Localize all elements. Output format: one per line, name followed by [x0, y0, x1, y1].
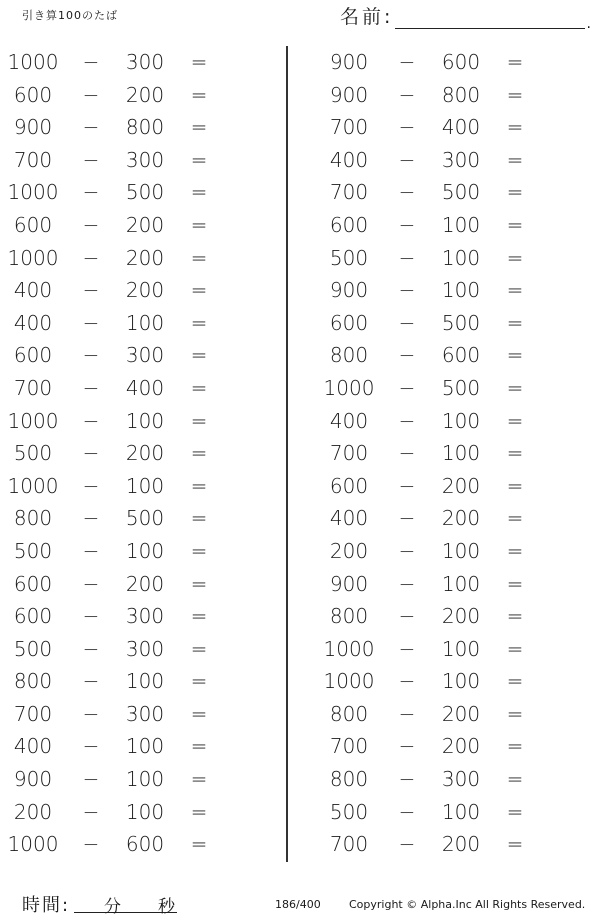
equals-sign: = — [190, 571, 208, 596]
minuend: 1000 — [7, 245, 59, 270]
problem-row — [0, 634, 270, 667]
problem-row — [316, 308, 586, 341]
name-field — [340, 5, 591, 32]
equals-sign: = — [190, 375, 208, 400]
problem-row — [0, 145, 270, 178]
subtrahend: 100 — [441, 408, 481, 433]
minuend: 900 — [329, 571, 369, 596]
minus-sign: − — [82, 375, 100, 400]
minus-sign: − — [398, 604, 416, 629]
equals-sign: = — [506, 310, 524, 335]
minus-sign: − — [398, 701, 416, 726]
minus-sign: − — [398, 115, 416, 140]
minuend: 400 — [13, 278, 53, 303]
minuend: 1000 — [7, 473, 59, 498]
subtrahend: 100 — [125, 473, 165, 498]
minus-sign: − — [398, 375, 416, 400]
minus-sign: − — [398, 473, 416, 498]
subtrahend: 300 — [441, 147, 481, 172]
equals-sign: = — [190, 180, 208, 205]
equals-sign: = — [190, 767, 208, 792]
equals-sign: = — [190, 604, 208, 629]
problem-row — [316, 569, 586, 602]
minuend: 600 — [329, 310, 369, 335]
equals-sign: = — [190, 734, 208, 759]
minuend: 900 — [329, 278, 369, 303]
time-blank-line[interactable] — [74, 892, 177, 917]
minuend: 700 — [13, 147, 53, 172]
equals-sign: = — [506, 50, 524, 74]
minus-sign: − — [398, 636, 416, 661]
minuend: 800 — [329, 767, 369, 792]
problem-row — [0, 210, 270, 243]
subtrahend: 100 — [125, 538, 165, 563]
minus-sign: − — [398, 180, 416, 205]
subtrahend: 100 — [441, 212, 481, 237]
minuend: 500 — [329, 245, 369, 270]
subtrahend: 300 — [125, 50, 165, 74]
minuend: 500 — [13, 441, 53, 466]
equals-sign: = — [506, 636, 524, 661]
minuend: 700 — [329, 441, 369, 466]
minus-sign: − — [82, 441, 100, 466]
minus-sign: − — [398, 245, 416, 270]
equals-sign: = — [190, 799, 208, 824]
subtrahend: 400 — [125, 375, 165, 400]
subtrahend: 200 — [441, 473, 481, 498]
minuend: 600 — [13, 343, 53, 368]
minuend: 400 — [13, 734, 53, 759]
minus-sign: − — [398, 506, 416, 531]
problem-row — [0, 601, 270, 634]
equals-sign: = — [190, 669, 208, 694]
minus-sign: − — [82, 343, 100, 368]
equals-sign: = — [506, 278, 524, 303]
equals-sign: = — [190, 538, 208, 563]
equals-sign: = — [190, 408, 208, 433]
problem-row — [316, 797, 586, 830]
minutes-label: 分 — [104, 897, 121, 917]
equals-sign: = — [190, 278, 208, 303]
problem-row — [316, 503, 586, 536]
minuend: 900 — [329, 82, 369, 107]
minus-sign: − — [398, 212, 416, 237]
problem-row — [316, 210, 586, 243]
equals-sign: = — [190, 245, 208, 270]
problem-row — [0, 731, 270, 764]
subtrahend: 300 — [125, 636, 165, 661]
minus-sign: − — [82, 473, 100, 498]
equals-sign: = — [190, 701, 208, 726]
minus-sign: − — [398, 669, 416, 694]
minuend: 500 — [13, 636, 53, 661]
right-problem-column — [316, 47, 586, 862]
problem-row — [0, 438, 270, 471]
problem-row — [316, 699, 586, 732]
subtrahend: 100 — [441, 669, 481, 694]
equals-sign: = — [506, 408, 524, 433]
minuend: 400 — [329, 506, 369, 531]
minus-sign: − — [398, 408, 416, 433]
equals-sign: = — [190, 50, 208, 74]
problem-row — [316, 275, 586, 308]
subtrahend: 100 — [441, 636, 481, 661]
minus-sign: − — [82, 506, 100, 531]
equals-sign: = — [506, 734, 524, 759]
problem-row — [316, 471, 586, 504]
subtrahend: 100 — [125, 310, 165, 335]
problem-row — [316, 634, 586, 667]
minuend: 700 — [329, 734, 369, 759]
problem-row — [0, 569, 270, 602]
minuend: 800 — [329, 701, 369, 726]
equals-sign: = — [190, 310, 208, 335]
equals-sign: = — [506, 799, 524, 824]
minuend: 1000 — [7, 408, 59, 433]
equals-sign: = — [506, 506, 524, 531]
subtrahend: 100 — [125, 799, 165, 824]
problem-row — [0, 373, 270, 406]
minus-sign: − — [398, 799, 416, 824]
minuend: 900 — [13, 767, 53, 792]
problem-row — [316, 601, 586, 634]
copyright-notice: Copyright © Alpha.Inc All Rights Reserved. — [349, 898, 586, 911]
minus-sign: − — [398, 147, 416, 172]
equals-sign: = — [190, 506, 208, 531]
minus-sign: − — [82, 538, 100, 563]
equals-sign: = — [506, 701, 524, 726]
minus-sign: − — [82, 571, 100, 596]
problem-row — [0, 340, 270, 373]
subtrahend: 300 — [441, 767, 481, 792]
equals-sign: = — [190, 82, 208, 107]
subtrahend: 200 — [125, 82, 165, 107]
problem-row — [316, 438, 586, 471]
minus-sign: − — [398, 734, 416, 759]
minuend: 700 — [13, 701, 53, 726]
problem-row — [0, 764, 270, 797]
problem-row — [316, 731, 586, 764]
subtrahend: 300 — [125, 343, 165, 368]
minuend: 1000 — [323, 636, 375, 661]
equals-sign: = — [506, 375, 524, 400]
subtrahend: 200 — [441, 734, 481, 759]
subtrahend: 200 — [125, 245, 165, 270]
equals-sign: = — [506, 343, 524, 368]
equals-sign: = — [190, 441, 208, 466]
equals-sign: = — [506, 669, 524, 694]
problem-row — [316, 666, 586, 699]
minuend: 700 — [329, 115, 369, 140]
subtrahend: 100 — [441, 245, 481, 270]
subtrahend: 500 — [441, 375, 481, 400]
minus-sign: − — [82, 669, 100, 694]
name-label: 名前: — [340, 6, 394, 28]
problem-row — [0, 666, 270, 699]
problem-row — [316, 80, 586, 113]
minuend: 800 — [13, 506, 53, 531]
subtrahend: 800 — [441, 82, 481, 107]
subtrahend: 500 — [125, 180, 165, 205]
minuend: 800 — [13, 669, 53, 694]
problem-row — [316, 373, 586, 406]
name-end-dot: . — [586, 16, 591, 32]
subtrahend: 200 — [441, 701, 481, 726]
minuend: 700 — [329, 180, 369, 205]
subtrahend: 100 — [125, 734, 165, 759]
minuend: 200 — [329, 538, 369, 563]
problem-row — [316, 536, 586, 569]
minus-sign: − — [82, 310, 100, 335]
minus-sign: − — [398, 50, 416, 74]
subtrahend: 200 — [125, 212, 165, 237]
problem-row — [316, 340, 586, 373]
problem-row — [0, 503, 270, 536]
subtrahend: 300 — [125, 604, 165, 629]
minus-sign: − — [82, 408, 100, 433]
minus-sign: − — [398, 278, 416, 303]
equals-sign: = — [506, 538, 524, 563]
minuend: 600 — [329, 212, 369, 237]
equals-sign: = — [506, 115, 524, 140]
problem-row — [316, 829, 586, 862]
minus-sign: − — [398, 767, 416, 792]
minus-sign: − — [82, 82, 100, 107]
subtrahend: 600 — [441, 343, 481, 368]
equals-sign: = — [190, 343, 208, 368]
problem-row — [316, 112, 586, 145]
minus-sign: − — [398, 310, 416, 335]
minuend: 1000 — [7, 180, 59, 205]
subtrahend: 300 — [125, 147, 165, 172]
subtrahend: 200 — [125, 441, 165, 466]
minus-sign: − — [82, 701, 100, 726]
minuend: 900 — [13, 115, 53, 140]
subtrahend: 200 — [125, 278, 165, 303]
problem-row — [0, 406, 270, 439]
problem-row — [0, 112, 270, 145]
subtrahend: 200 — [441, 506, 481, 531]
minuend: 600 — [13, 571, 53, 596]
problem-row — [0, 536, 270, 569]
seconds-label: 秒 — [158, 897, 175, 917]
minus-sign: − — [82, 799, 100, 824]
equals-sign: = — [190, 115, 208, 140]
equals-sign: = — [506, 82, 524, 107]
subtrahend: 100 — [441, 538, 481, 563]
minus-sign: − — [82, 115, 100, 140]
subtrahend: 500 — [441, 180, 481, 205]
subtrahend: 100 — [441, 799, 481, 824]
subtrahend: 300 — [125, 701, 165, 726]
problem-row — [316, 145, 586, 178]
minus-sign: − — [82, 734, 100, 759]
equals-sign: = — [190, 832, 208, 857]
subtrahend: 200 — [441, 832, 481, 857]
problem-row — [316, 406, 586, 439]
minuend: 500 — [329, 799, 369, 824]
minus-sign: − — [82, 50, 100, 74]
equals-sign: = — [506, 245, 524, 270]
subtrahend: 200 — [125, 571, 165, 596]
minus-sign: − — [82, 245, 100, 270]
problem-row — [316, 764, 586, 797]
problem-row — [0, 243, 270, 276]
problem-row — [0, 80, 270, 113]
equals-sign: = — [506, 767, 524, 792]
minus-sign: − — [398, 82, 416, 107]
minus-sign: − — [82, 180, 100, 205]
equals-sign: = — [506, 147, 524, 172]
minus-sign: − — [398, 441, 416, 466]
subtrahend: 800 — [125, 115, 165, 140]
problem-row — [0, 47, 270, 80]
equals-sign: = — [190, 212, 208, 237]
minus-sign: − — [82, 278, 100, 303]
column-divider — [286, 46, 288, 862]
problem-row — [0, 699, 270, 732]
subtrahend: 500 — [125, 506, 165, 531]
problem-row — [0, 308, 270, 341]
minuend: 800 — [329, 343, 369, 368]
minuend: 400 — [329, 147, 369, 172]
page-number: 186/400 — [275, 898, 321, 911]
problem-row — [0, 829, 270, 862]
equals-sign: = — [190, 473, 208, 498]
equals-sign: = — [506, 604, 524, 629]
minus-sign: − — [398, 538, 416, 563]
minuend: 500 — [13, 538, 53, 563]
minus-sign: − — [82, 604, 100, 629]
equals-sign: = — [190, 636, 208, 661]
left-problem-column — [0, 47, 270, 862]
subtrahend: 100 — [125, 767, 165, 792]
minuend: 1000 — [7, 832, 59, 857]
minuend: 800 — [329, 604, 369, 629]
minuend: 1000 — [7, 50, 59, 74]
problem-row — [0, 797, 270, 830]
equals-sign: = — [190, 147, 208, 172]
equals-sign: = — [506, 180, 524, 205]
minuend: 400 — [13, 310, 53, 335]
equals-sign: = — [506, 571, 524, 596]
problem-row — [0, 275, 270, 308]
subtrahend: 100 — [125, 669, 165, 694]
footer — [0, 880, 600, 917]
minuend: 700 — [329, 832, 369, 857]
subtrahend: 400 — [441, 115, 481, 140]
minuend: 600 — [13, 82, 53, 107]
minus-sign: − — [82, 212, 100, 237]
subtrahend: 600 — [125, 832, 165, 857]
subtrahend: 500 — [441, 310, 481, 335]
subtrahend: 100 — [125, 408, 165, 433]
minuend: 200 — [13, 799, 53, 824]
problem-row — [0, 471, 270, 504]
equals-sign: = — [506, 473, 524, 498]
minuend: 700 — [13, 375, 53, 400]
subtrahend: 100 — [441, 278, 481, 303]
worksheet-title: 引き算100のたば — [22, 9, 118, 22]
minuend: 600 — [13, 212, 53, 237]
minuend: 400 — [329, 408, 369, 433]
problem-row — [316, 243, 586, 276]
minus-sign: − — [82, 832, 100, 857]
problem-row — [0, 177, 270, 210]
equals-sign: = — [506, 212, 524, 237]
minuend: 1000 — [323, 375, 375, 400]
problem-row — [316, 177, 586, 210]
subtrahend: 600 — [441, 50, 481, 74]
equals-sign: = — [506, 441, 524, 466]
equals-sign: = — [506, 832, 524, 857]
problem-row — [316, 47, 586, 80]
minuend: 600 — [13, 604, 53, 629]
minuend: 900 — [329, 50, 369, 74]
minuend: 600 — [329, 473, 369, 498]
minus-sign: − — [398, 571, 416, 596]
minus-sign: − — [82, 636, 100, 661]
subtrahend: 100 — [441, 571, 481, 596]
minus-sign: − — [398, 343, 416, 368]
subtrahend: 200 — [441, 604, 481, 629]
minus-sign: − — [82, 767, 100, 792]
minuend: 1000 — [323, 669, 375, 694]
time-label: 時間: — [22, 895, 71, 916]
minus-sign: − — [82, 147, 100, 172]
minus-sign: − — [398, 832, 416, 857]
name-blank-line[interactable] — [395, 8, 591, 32]
subtrahend: 100 — [441, 441, 481, 466]
